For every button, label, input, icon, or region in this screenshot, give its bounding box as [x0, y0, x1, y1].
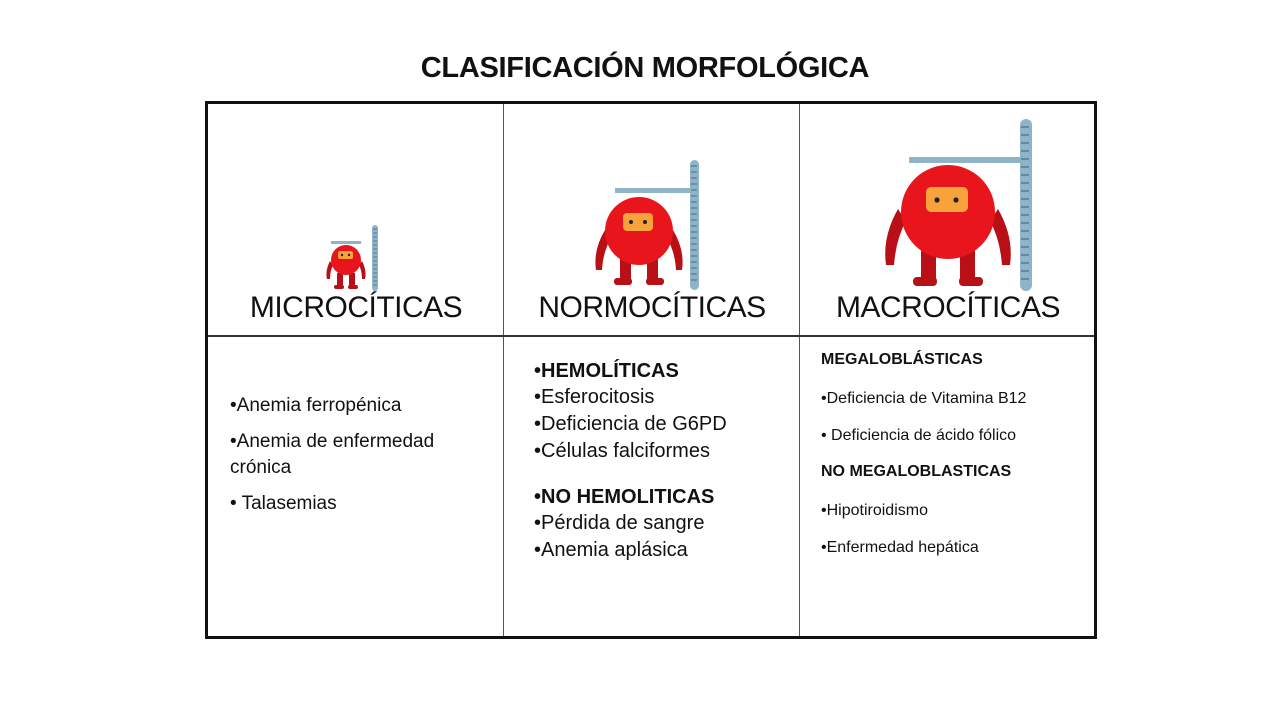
list-item: • Deficiencia de G6PD [534, 411, 794, 438]
column-heading-macrociticas: MACROCÍTICAS [835, 291, 1060, 324]
list-item: • Hipotiroidismo [821, 500, 1091, 521]
classification-table [205, 101, 1097, 639]
list-item: • Esferocitosis [534, 384, 794, 411]
group-header-hemoliticas: • HEMOLÍTICAS [534, 358, 794, 384]
group-header-megaloblasticas: MEGALOBLÁSTICAS [821, 351, 983, 368]
list-item: • Células falciformes [534, 438, 794, 465]
list-item: • Anemia ferropénica [230, 393, 490, 419]
column-heading-microciticas: MICROCÍTICAS [249, 291, 463, 324]
microciticas-list [230, 393, 490, 527]
macrociticas-list [821, 350, 1091, 574]
group-header-no-megaloblasticas: NO MEGALOBLASTICAS [821, 463, 1012, 480]
slide-title: CLASIFICACIÓN MORFOLÓGICA [420, 52, 870, 84]
list-item: • Enfermedad hepática [821, 537, 1091, 558]
red-blood-cell-monster-small-icon [321, 223, 387, 293]
list-item: • Pérdida de sangre [534, 510, 794, 537]
list-item: • Talasemias [230, 491, 490, 517]
normociticas-list [534, 358, 794, 564]
column-divider [799, 104, 800, 636]
column-heading-normociticas: NORMOCÍTICAS [538, 291, 766, 324]
list-item: • Anemia de enfermedad crónica [230, 429, 490, 481]
list-item: • Anemia aplásica [534, 537, 794, 564]
list-item: • Deficiencia de ácido fólico [821, 425, 1091, 446]
red-blood-cell-monster-medium-icon [587, 158, 707, 292]
column-divider [503, 104, 504, 636]
group-header-no-hemoliticas: • NO HEMOLITICAS [534, 484, 794, 510]
row-divider [208, 335, 1094, 337]
red-blood-cell-monster-large-icon [876, 117, 1041, 295]
list-item: • Deficiencia de Vitamina B12 [821, 388, 1091, 409]
